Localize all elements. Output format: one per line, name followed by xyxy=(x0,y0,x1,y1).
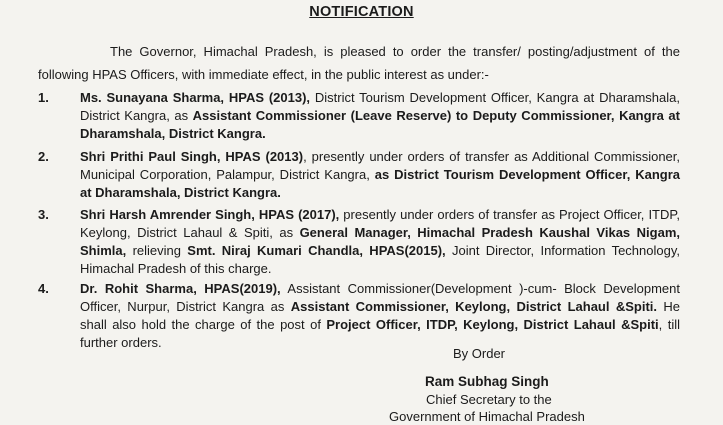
order-text-plain: , till further orders. xyxy=(80,317,680,350)
order-text-bold: Dr. Rohit Sharma, HPAS(2019), xyxy=(80,281,281,296)
order-item xyxy=(38,280,680,352)
intro-paragraph: The Governor, Himachal Pradesh, is pleased to order the transfer/ posting/adjustment of the following HPAS Officers, with immediate effect, in the public interest as under:- xyxy=(38,44,680,82)
order-text-plain: , presently under orders of transfer as Additional Commissioner, Municipal Corporation, Palampur, District Kangra, xyxy=(80,149,681,182)
signatory-name: Ram Subhag Singh xyxy=(425,374,549,389)
order-item xyxy=(38,206,680,278)
order-number: 2. xyxy=(38,149,49,164)
order-item xyxy=(38,148,680,202)
order-number: 1. xyxy=(38,90,49,105)
order-text-bold: Project Officer, ITDP, Keylong, District Lahaul &Spiti xyxy=(326,317,659,332)
order-text-plain: Assistant Commissioner(Development )-cum- Block Development Officer, Nurpur, District Kangra as xyxy=(80,281,680,314)
order-text xyxy=(80,148,680,202)
notification-title: NOTIFICATION xyxy=(309,4,414,20)
order-text-bold: as District Tourism Development Officer, Kangra at Dharamshala, District Kangra. xyxy=(80,167,681,200)
order-text-plain: relieving xyxy=(126,243,188,258)
order-number: 4. xyxy=(38,281,49,296)
order-text-bold: Shri Prithi Paul Singh, HPAS (2013) xyxy=(80,149,304,164)
order-text-plain: Joint Director, Information Technology, Himachal Pradesh of this charge. xyxy=(80,243,680,276)
order-number: 3. xyxy=(38,207,49,222)
order-item xyxy=(38,89,680,143)
order-text-bold: Shri Harsh Amrender Singh, HPAS (2017), xyxy=(80,207,340,222)
order-text-bold: Assistant Commissioner, Keylong, District Lahaul &Spiti. xyxy=(290,299,658,314)
order-text-plain: District Tourism Development Officer, Kangra at Dharamshala, District Kangra, as xyxy=(80,90,681,123)
order-text-bold: General Manager, Himachal Pradesh Kaushal Vikas Nigam, Shimla, xyxy=(80,225,680,258)
order-text-bold: Ms. Sunayana Sharma, HPAS (2013), xyxy=(80,90,311,105)
order-text xyxy=(80,280,680,352)
by-order-text: By Order xyxy=(453,346,506,361)
order-text-bold: Assistant Commissioner (Leave Reserve) to Deputy Commissioner, Kangra at Dharamshala, District Kangra. xyxy=(80,108,680,141)
order-text-bold: Smt. Niraj Kumari Chandla, HPAS(2015), xyxy=(187,243,446,258)
order-text xyxy=(80,89,680,143)
order-text-plain: He shall also hold the charge of the post of xyxy=(80,299,680,332)
signatory-designation: Chief Secretary to the xyxy=(426,392,552,407)
order-text-plain: presently under orders of transfer as Project Officer, ITDP, Keylong, District Lahaul & Spiti, as xyxy=(80,207,680,240)
signatory-government: Government of Himachal Pradesh xyxy=(389,409,585,424)
order-text xyxy=(80,206,680,278)
